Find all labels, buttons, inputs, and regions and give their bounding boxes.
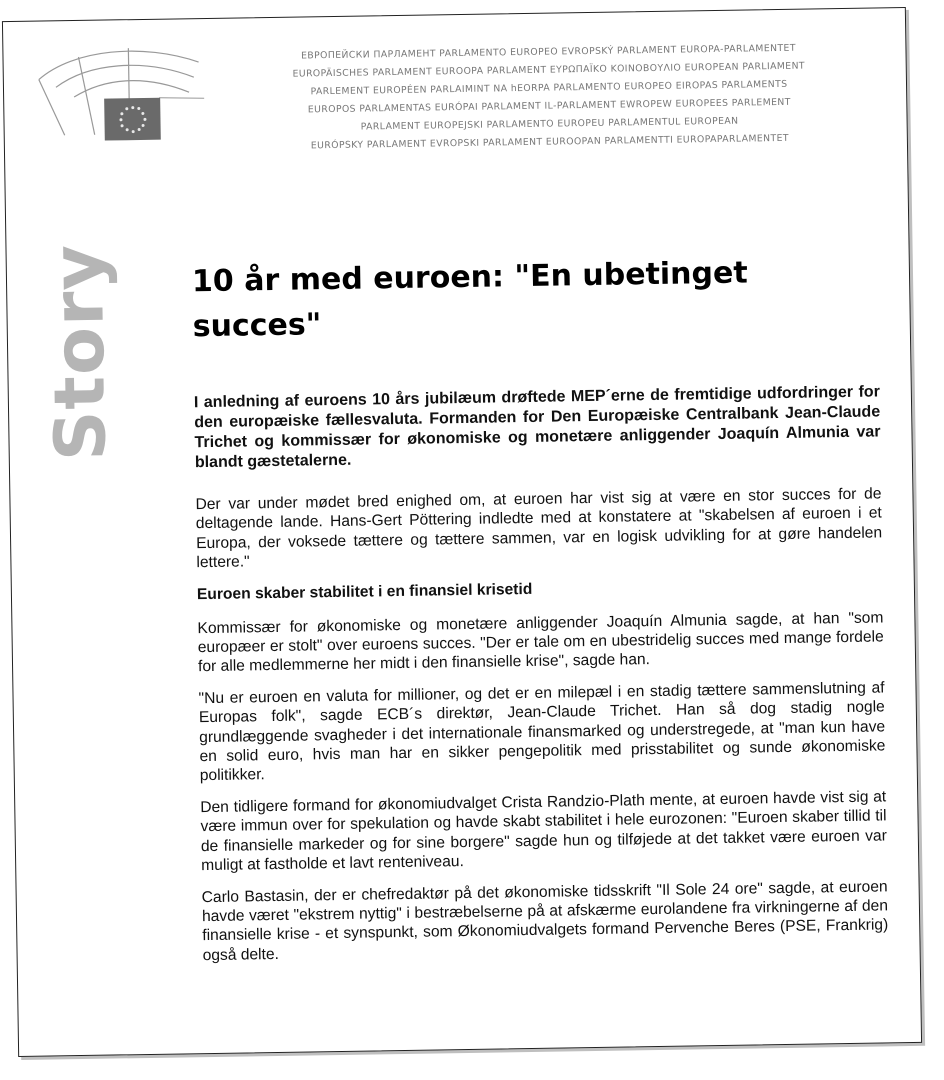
eu-stars (117, 104, 147, 134)
star-icon (131, 130, 134, 133)
article (192, 248, 889, 977)
parliament-names-line: EUROPÄISCHES PARLAMENT EUROOPA PARLAMENT ΕΥΡΩΠΑΪΚΟ ΚΟΙΝΟΒΟΥΛΙΟ EUROPEAN PARLIAMENT (292, 60, 806, 80)
document-page (2, 7, 922, 1057)
article-paragraph: Den tidligere formand for økonomiudvalget Crista Randzio-Plath mente, at euroen havde vist sig at være immun over for spekulation og havde skabt stabilitet i hele eurozonen: "Euroen skaber tillid til de finansielle markeder og for sine borgere" sagde hun og tilføjede at det takket være euroen var muligt at fastholde et lavt renteniveau. (200, 788, 887, 875)
star-icon (137, 128, 140, 131)
story-label: Story (36, 243, 122, 462)
article-paragraph: "Nu er euroen en valuta for millioner, og det er en milepæl i en stadig tættere sammenslutning af Europas folk", sagde ECB´s direktør, Jean-Claude Trichet. Han så dog stadig nogle grundlæggende svagheder i det internationale finansmarked og understregede, at "man kun have en solid euro, hvis man har en sikker pengepolitik med prisstabilitet og sunde økonomiske politikker. (198, 679, 886, 785)
article-paragraph: Carlo Bastasin, der er chefredaktør på det økonomiske tidsskrift "Il Sole 24 ore" sagde, at euroen havde været "ekstrem nyttig" i bestræbelserne på at afskærme eurolandene fra virkningerne af den finansielle krise - et synspunkt, som Økonomiudvalgets formand Pervenche Beres (PSE, Frankrig) også delte. (201, 877, 889, 964)
parliament-names (203, 38, 895, 157)
star-icon (119, 118, 122, 121)
article-title: 10 år med euroen: "En ubetinget succes" (191, 255, 748, 345)
parliament-logo (33, 37, 205, 140)
star-icon (125, 128, 128, 131)
eu-flag-icon (104, 98, 161, 141)
parliament-names-line: PARLEMENT EUROPÉEN PARLAIMINT NA hEORPA PARLAMENTO EUROPEO EIROPAS PARLAMENTS (310, 78, 788, 98)
parliament-names-line: EURÓPSKY PARLAMENT EVROPSKI PARLAMENT EUROOPAN PARLAMENTTI EUROPAPARLAMENTET (310, 132, 789, 152)
star-icon (125, 107, 128, 110)
article-paragraph: Der var under mødet bred enighed om, at euroen har vist sig at være en stor succes for de deltagende lande. Hans-Gert Pöttering indledte med at konstatere at "skabelsen af euroen i et Europa, der voksede tættere og tættere sammen, var en logisk udvikling for at gøre handelen lettere." (195, 485, 883, 572)
article-paragraph: Kommissær for økonomiske og monetære anliggender Joaquín Almunia sagde, at han "som europæer er stolt" over euroens succes. "Der er tale om en ubestridelig succes med mange fordele for alle medlemmerne her midt i den finansielle krise", sagde han. (197, 609, 884, 676)
parliament-names-line: EUROPOS PARLAMENTAS EURÓPAI PARLAMENT IL-PARLAMENT EWROPEW EUROPEES PARLEMENT (307, 96, 791, 116)
parliament-names-line: PARLAMENT EUROPEJSKI PARLAMENTO EUROPEU PARLAMENTUL EUROPEAN (360, 115, 739, 133)
parliament-names-line: ЕВРОПЕЙСКИ ПАРЛАМЕНТ PARLAMENTO EUROPEO EVROPSKÝ PARLAMENT EUROPA-PARLAMENTET (300, 42, 796, 62)
article-subheading: Euroen skaber stabilitet i en finansiel krisetid (196, 580, 533, 603)
star-icon (120, 112, 123, 115)
star-icon (141, 123, 144, 126)
star-icon (143, 117, 146, 120)
article-lead: I anledning af euroens 10 års jubilæum drøftede MEP´erne de fremtidige udfordringer for den europæiske fællesvaluta. Formanden for Den Europæiske Centralbank Jean-Claude Trichet og kommissær for økonomiske og monetære anliggender Joaquín Almunia var blandt gæstetalerne. (193, 383, 881, 472)
star-icon (141, 111, 144, 114)
star-icon (121, 124, 124, 127)
star-icon (131, 106, 134, 109)
star-icon (137, 107, 140, 110)
